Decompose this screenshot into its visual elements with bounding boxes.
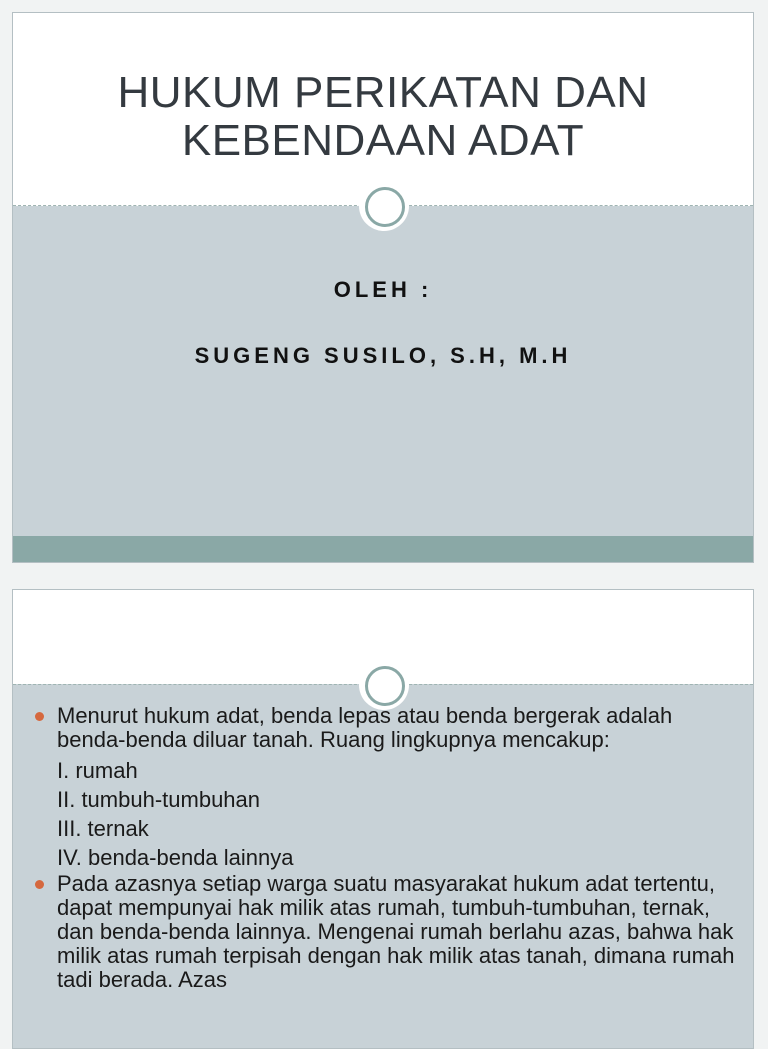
slide-title-text <box>13 69 753 165</box>
bullet-item <box>35 872 735 992</box>
sub-item: II. tumbuh-tumbuhan <box>57 787 261 812</box>
sub-item: I. rumah <box>57 758 138 783</box>
bullet-item <box>35 704 735 752</box>
author-name: SUGENG SUSILO, S.H, M.H <box>194 343 572 368</box>
title-line-2: KEBENDAAN ADAT <box>181 116 585 165</box>
sub-item: IV. benda-benda lainnya <box>57 845 294 870</box>
bullet-text: Pada azasnya setiap warga suatu masyarakat hukum adat tertentu, dapat mempunyai hak milik atas rumah, tumbuh-tumbuhan, ternak, dan benda-benda lainnya. Mengenai rumah berlahu azas, bahwa hak milik atas rumah terpisah dengan hak milik atas tanah, dimana rumah tadi berada. Azas <box>57 871 735 992</box>
title-line-1: HUKUM PERIKATAN DAN <box>117 68 649 117</box>
by-label: OLEH : <box>333 277 433 302</box>
bullet-dot-icon <box>35 712 44 721</box>
bullet-dot-icon <box>35 880 44 889</box>
bullet-text: Menurut hukum adat, benda lepas atau benda bergerak adalah benda-benda diluar tanah. Ruang lingkupnya mencakup: <box>57 703 673 752</box>
sub-item: III. ternak <box>57 816 149 841</box>
ring-ornament-icon <box>359 181 409 231</box>
slide-title <box>12 12 754 563</box>
slide-content <box>12 589 754 1049</box>
bullet-list <box>35 704 735 996</box>
accent-bar <box>13 536 753 562</box>
